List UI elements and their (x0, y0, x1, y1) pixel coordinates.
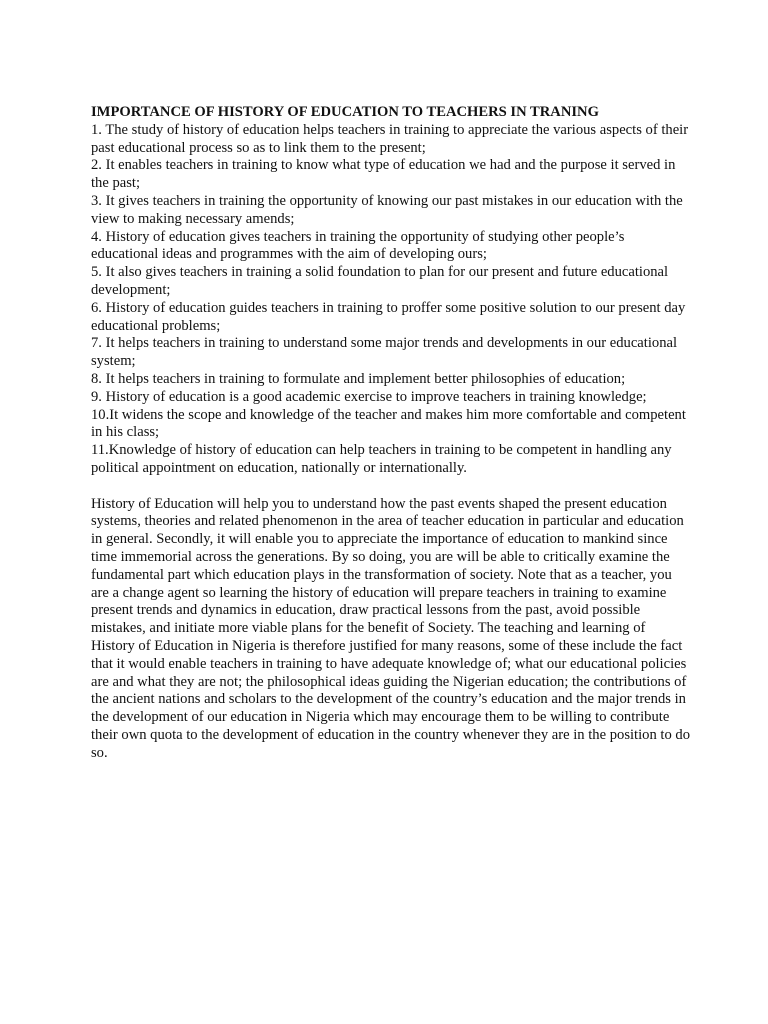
paragraph-spacer (91, 478, 691, 496)
list-item: 10.It widens the scope and knowledge of the teacher and makes him more comfortable and competent in his class; (91, 406, 686, 441)
list-item: 11.Knowledge of history of education can help teachers in training to be competent in handling any political appointment on education, nationally or internationally. (91, 442, 672, 476)
list-item: 2. It enables teachers in training to know what type of education we had and the purpose it served in the past; (91, 157, 676, 192)
document-page (91, 104, 691, 762)
importance-list (91, 122, 691, 478)
list-item: 4. History of education gives teachers in training the opportunity of studying other people’s educational ideas and programmes with the aim of developing ours; (91, 228, 625, 263)
body-paragraph: History of Education will help you to understand how the past events shaped the present education systems, theories and related phenomenon in the area of teacher education in particular and education in general. Secondly, it will enable you to appreciate the importance of education to mankind since time immemorial across the generations. By so doing, you are will be able to critically examine the fundamental part which education plays in the transformation of society. Note that as a teacher, you are a change agent so learning the history of education will prepare teachers in training to examine present trends and dynamics in education, draw practical lessons from the past, avoid possible mistakes, and initiate more viable plans for the benefit of Society. The teaching and learning of History of Education in Nigeria is therefore justified for many reasons, some of these include the fact that it would enable teachers in training to have adequate knowledge of; what our educational policies are and what they are not; the philosophical ideas guiding the Nigerian education; the contributions of the ancient nations and scholars to the development of the country’s education and the major trends in the development of our education in Nigeria which may encourage them to be willing to contribute their own quota to the development of education in the country whenever they are in the position to do so. (91, 495, 690, 761)
list-item: 1. The study of history of education helps teachers in training to appreciate the various aspects of their past educational process so as to link them to the present; (91, 121, 689, 156)
list-item: 9. History of education is a good academic exercise to improve teachers in training knowledge; (91, 388, 647, 405)
document-title: IMPORTANCE OF HISTORY OF EDUCATION TO TEACHERS IN TRANING (91, 104, 599, 120)
list-item: 5. It also gives teachers in training a solid foundation to plan for our present and future educational development; (91, 264, 669, 298)
list-item: 7. It helps teachers in training to understand some major trends and developments in our educational system; (91, 335, 678, 370)
list-item: 6. History of education guides teachers in training to proffer some positive solution to our present day educational problems; (91, 299, 686, 334)
list-item: 8. It helps teachers in training to formulate and implement better philosophies of education; (91, 370, 626, 387)
list-item: 3. It gives teachers in training the opportunity of knowing our past mistakes in our education with the view to making necessary amends; (91, 192, 683, 227)
